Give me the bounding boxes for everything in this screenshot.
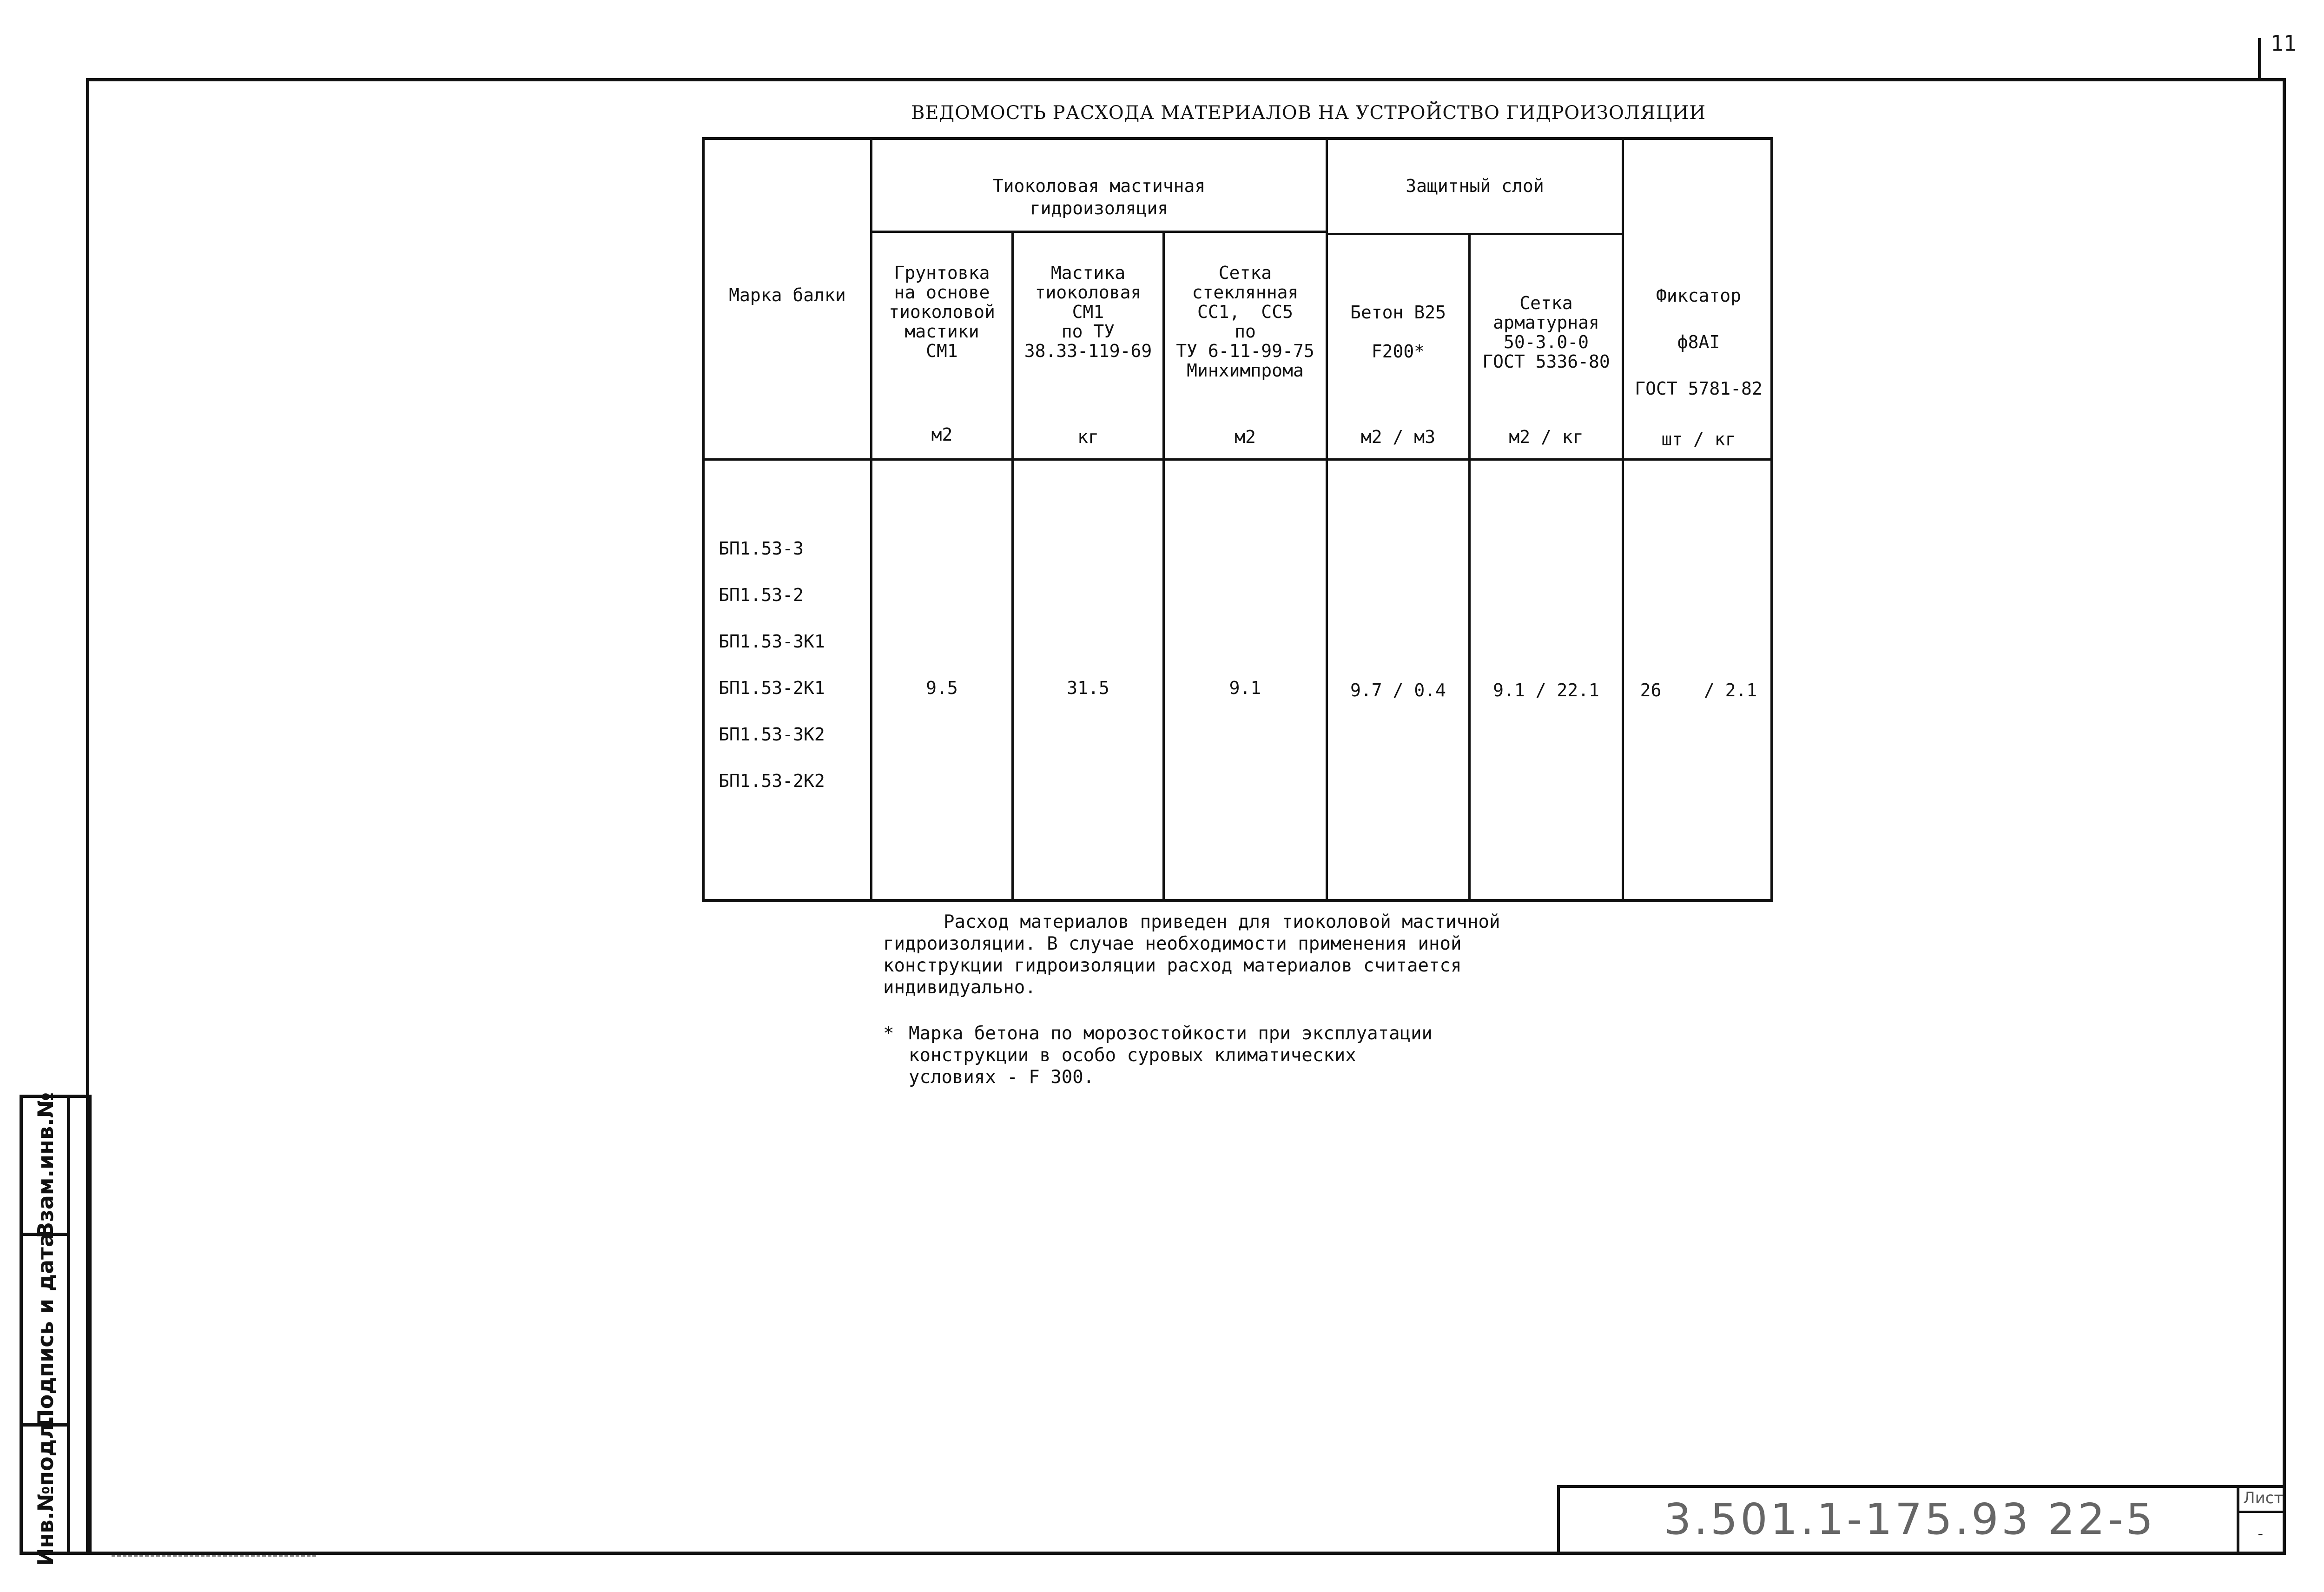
sheet-number: - [2256,1525,2265,1543]
group-header-protective: Защитный слой [1406,176,1544,196]
value-glass-mesh: 9.1 [1229,678,1261,698]
note-line: гидроизоляции. В случае необходимости применения иной [883,933,1462,954]
unit-primer: м2 [931,424,953,445]
unit-fixator: шт / кг [1661,429,1736,449]
col-mark-header: Марка балки [729,285,846,305]
value-concrete: 9.7 / 0.4 [1350,680,1446,700]
sheet-label: Лист [2243,1489,2284,1507]
unit-mastic: кг [1077,427,1099,447]
page-number: 11 [2271,31,2297,56]
mark-item: БП1.53-3К2 [719,724,825,745]
col-header-mastic: Мастика тиоколовая СМ1 по ТУ 38.33-119-69 [1024,263,1152,361]
col-header-rebar-mesh: Сетка арматурная 50-3.0-0 ГОСТ 5336-80 [1482,293,1610,372]
table-vline [1326,140,1328,899]
col-header-primer: Грунтовка на основе тиоколовой мастики СМ1 [889,263,995,361]
sheet-divider [2239,1511,2286,1513]
unit-rebar-mesh: м2 / кг [1509,427,1584,447]
mark-item: БП1.53-3К1 [719,631,825,652]
inv-podl-label: Инв.№подл. [33,1415,59,1566]
value-mastic: 31.5 [1067,678,1109,698]
table-hline [1326,233,1622,235]
note-line: Расход материалов приведен для тиоколовой мастичной [944,912,1500,932]
note-materials [883,911,1571,998]
mark-item: БП1.53-2К2 [719,771,825,791]
note-line: условиях - F 300. [909,1067,1095,1088]
side-stamp [20,1092,92,1566]
value-fixator: 26 / 2.1 [1640,680,1757,700]
vzam-inv-label: Взам.инв.№ [33,1092,59,1238]
note-line: Марка бетона по морозостойкости при эксплуатации [909,1023,1433,1044]
table-hline [870,231,1326,233]
mark-item: БП1.53-3 [719,538,804,559]
note-line: индивидуально. [883,977,1036,998]
note-line: конструкции в особо суровых климатических [909,1045,1356,1066]
footnote-marker: * [883,1023,894,1044]
value-primer: 9.5 [926,678,958,698]
document-code: 3.501.1-175.93 22-5 [1664,1494,2156,1544]
col-header-concrete: Бетон В25 F200* [1350,302,1446,362]
mark-item: БП1.53-2К1 [719,678,825,698]
bottom-dash-line [112,1555,316,1557]
table-vline [1622,140,1624,899]
col-header-glass-mesh: Сетка стеклянная СС1, СС5 по ТУ 6-11-99-75 Минхимпрома [1176,263,1314,381]
unit-glass-mesh: м2 [1235,427,1256,447]
value-rebar-mesh: 9.1 / 22.1 [1493,680,1599,700]
page-number-divider [2258,38,2261,80]
side-stamp-rule [67,1098,70,1552]
sheet-box [2237,1485,2286,1555]
document-title: ВЕДОМОСТЬ РАСХОДА МАТЕРИАЛОВ НА УСТРОЙСТВО ГИДРОИЗОЛЯЦИИ [911,102,1706,124]
table-vline [870,140,872,899]
signature-date-label: Подпись и дата [33,1232,58,1427]
table-hline [705,458,1770,461]
col-header-fixator: Фиксатор ф8АI ГОСТ 5781-82 [1635,285,1763,399]
note-line: конструкции гидроизоляции расход материалов считается [883,955,1462,976]
group-header-mastic: Тиоколовая мастичная гидроизоляция [992,176,1206,218]
note-concrete-grade [883,1023,1433,1088]
materials-table [702,137,1773,902]
mark-item: БП1.53-2 [719,585,804,605]
unit-concrete: м2 / м3 [1360,427,1436,447]
